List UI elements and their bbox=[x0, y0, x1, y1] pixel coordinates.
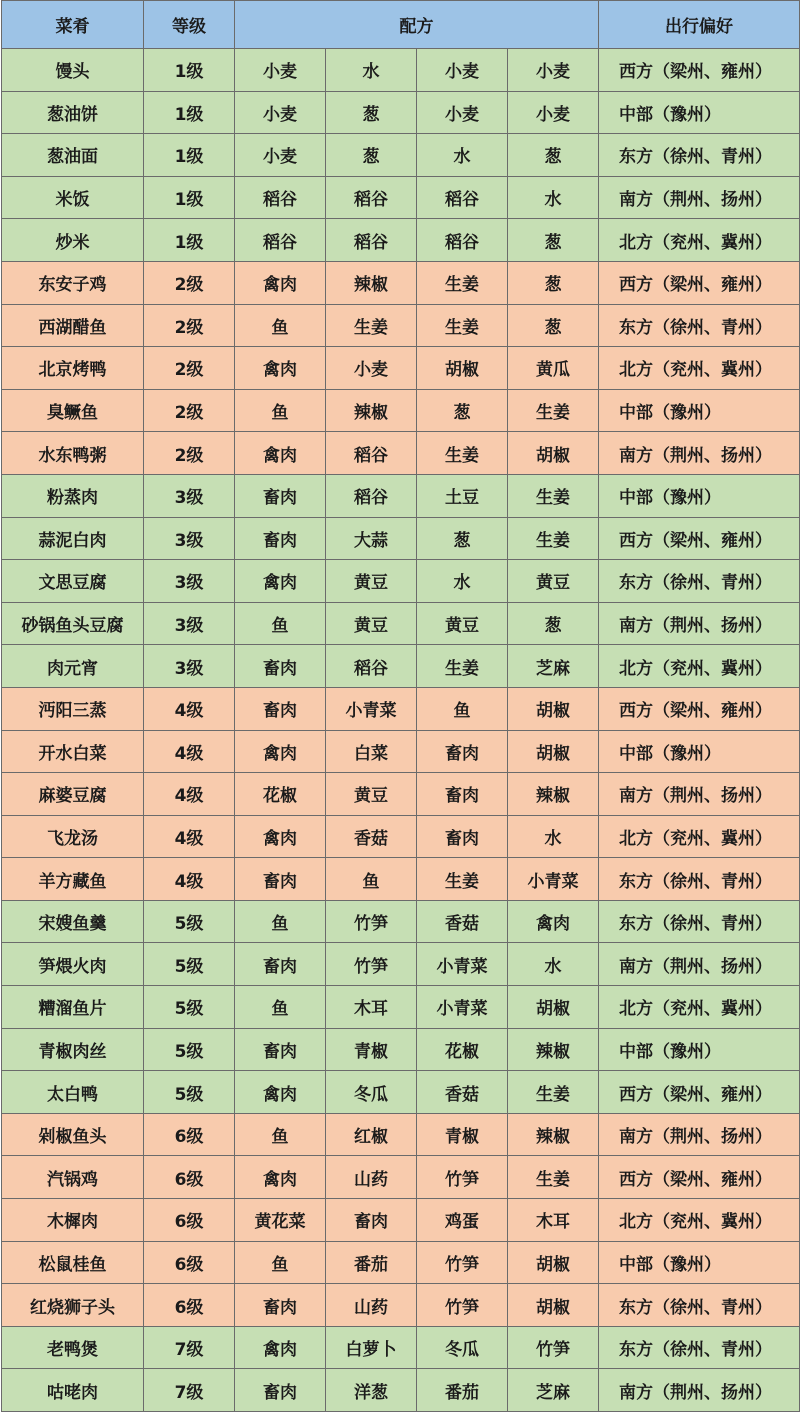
ingredient-cell: 畜肉 bbox=[417, 815, 508, 858]
dish-name-cell: 麻婆豆腐 bbox=[2, 773, 144, 816]
level-cell: 5级 bbox=[144, 943, 235, 986]
ingredient-cell: 稻谷 bbox=[326, 645, 417, 688]
ingredient-cell: 葱 bbox=[417, 389, 508, 432]
ingredient-cell: 白萝卜 bbox=[326, 1326, 417, 1369]
preference-cell: 南方（荆州、扬州） bbox=[599, 943, 800, 986]
ingredient-cell: 胡椒 bbox=[508, 1241, 599, 1284]
level-cell: 1级 bbox=[144, 176, 235, 219]
ingredient-cell: 生姜 bbox=[417, 858, 508, 901]
ingredient-cell: 畜肉 bbox=[235, 1284, 326, 1327]
header-preference: 出行偏好 bbox=[599, 1, 800, 49]
level-cell: 2级 bbox=[144, 347, 235, 390]
preference-cell: 中部（豫州） bbox=[599, 91, 800, 134]
ingredient-cell: 禽肉 bbox=[235, 347, 326, 390]
ingredient-cell: 辣椒 bbox=[508, 1113, 599, 1156]
ingredient-cell: 洋葱 bbox=[326, 1369, 417, 1412]
table-row bbox=[2, 1284, 800, 1327]
ingredient-cell: 小麦 bbox=[508, 91, 599, 134]
table-row bbox=[2, 602, 800, 645]
ingredient-cell: 小麦 bbox=[508, 49, 599, 92]
ingredient-cell: 辣椒 bbox=[508, 773, 599, 816]
ingredient-cell: 辣椒 bbox=[326, 261, 417, 304]
table-row bbox=[2, 858, 800, 901]
ingredient-cell: 畜肉 bbox=[326, 1199, 417, 1242]
level-cell: 5级 bbox=[144, 1028, 235, 1071]
ingredient-cell: 胡椒 bbox=[508, 730, 599, 773]
ingredient-cell: 胡椒 bbox=[508, 432, 599, 475]
level-cell: 2级 bbox=[144, 432, 235, 475]
ingredient-cell: 葱 bbox=[326, 134, 417, 177]
ingredient-cell: 土豆 bbox=[417, 474, 508, 517]
level-cell: 6级 bbox=[144, 1241, 235, 1284]
table-row bbox=[2, 730, 800, 773]
table-row bbox=[2, 432, 800, 475]
level-cell: 3级 bbox=[144, 602, 235, 645]
dish-name-cell: 水东鸭粥 bbox=[2, 432, 144, 475]
ingredient-cell: 木耳 bbox=[326, 986, 417, 1029]
ingredient-cell: 稻谷 bbox=[417, 176, 508, 219]
ingredient-cell: 胡椒 bbox=[417, 347, 508, 390]
dish-name-cell: 糟溜鱼片 bbox=[2, 986, 144, 1029]
level-cell: 3级 bbox=[144, 645, 235, 688]
level-cell: 1级 bbox=[144, 134, 235, 177]
ingredient-cell: 畜肉 bbox=[417, 730, 508, 773]
ingredient-cell: 葱 bbox=[508, 304, 599, 347]
dish-name-cell: 飞龙汤 bbox=[2, 815, 144, 858]
preference-cell: 南方（荆州、扬州） bbox=[599, 773, 800, 816]
table-row bbox=[2, 517, 800, 560]
dish-name-cell: 羊方藏鱼 bbox=[2, 858, 144, 901]
table-row bbox=[2, 91, 800, 134]
ingredient-cell: 生姜 bbox=[508, 1156, 599, 1199]
dish-name-cell: 臭鳜鱼 bbox=[2, 389, 144, 432]
ingredient-cell: 竹笋 bbox=[417, 1156, 508, 1199]
ingredient-cell: 青椒 bbox=[417, 1113, 508, 1156]
level-cell: 1级 bbox=[144, 91, 235, 134]
preference-cell: 东方（徐州、青州） bbox=[599, 134, 800, 177]
ingredient-cell: 水 bbox=[417, 560, 508, 603]
level-cell: 4级 bbox=[144, 773, 235, 816]
ingredient-cell: 稻谷 bbox=[326, 432, 417, 475]
ingredient-cell: 黄豆 bbox=[417, 602, 508, 645]
ingredient-cell: 禽肉 bbox=[508, 900, 599, 943]
ingredient-cell: 黄花菜 bbox=[235, 1199, 326, 1242]
ingredient-cell: 葱 bbox=[508, 261, 599, 304]
ingredient-cell: 畜肉 bbox=[417, 773, 508, 816]
table-row bbox=[2, 1326, 800, 1369]
ingredient-cell: 鱼 bbox=[235, 602, 326, 645]
preference-cell: 西方（梁州、雍州） bbox=[599, 261, 800, 304]
dish-name-cell: 剁椒鱼头 bbox=[2, 1113, 144, 1156]
ingredient-cell: 香菇 bbox=[417, 900, 508, 943]
ingredient-cell: 生姜 bbox=[417, 261, 508, 304]
dish-name-cell: 葱油饼 bbox=[2, 91, 144, 134]
level-cell: 6级 bbox=[144, 1156, 235, 1199]
ingredient-cell: 稻谷 bbox=[235, 176, 326, 219]
table-row bbox=[2, 687, 800, 730]
table-row bbox=[2, 347, 800, 390]
ingredient-cell: 禽肉 bbox=[235, 815, 326, 858]
ingredient-cell: 葱 bbox=[417, 517, 508, 560]
ingredient-cell: 小麦 bbox=[417, 49, 508, 92]
ingredient-cell: 花椒 bbox=[235, 773, 326, 816]
level-cell: 5级 bbox=[144, 1071, 235, 1114]
ingredient-cell: 生姜 bbox=[508, 389, 599, 432]
ingredient-cell: 香菇 bbox=[326, 815, 417, 858]
ingredient-cell: 青椒 bbox=[326, 1028, 417, 1071]
preference-cell: 北方（兖州、冀州） bbox=[599, 645, 800, 688]
ingredient-cell: 水 bbox=[508, 943, 599, 986]
dish-name-cell: 东安子鸡 bbox=[2, 261, 144, 304]
ingredient-cell: 禽肉 bbox=[235, 730, 326, 773]
ingredient-cell: 鱼 bbox=[326, 858, 417, 901]
ingredient-cell: 鱼 bbox=[235, 304, 326, 347]
ingredient-cell: 稻谷 bbox=[326, 219, 417, 262]
level-cell: 4级 bbox=[144, 815, 235, 858]
dish-name-cell: 红烧狮子头 bbox=[2, 1284, 144, 1327]
ingredient-cell: 生姜 bbox=[417, 432, 508, 475]
preference-cell: 中部（豫州） bbox=[599, 1241, 800, 1284]
preference-cell: 中部（豫州） bbox=[599, 1028, 800, 1071]
dish-name-cell: 文思豆腐 bbox=[2, 560, 144, 603]
table-body bbox=[2, 49, 800, 1412]
ingredient-cell: 禽肉 bbox=[235, 1071, 326, 1114]
ingredient-cell: 生姜 bbox=[508, 1071, 599, 1114]
ingredient-cell: 鱼 bbox=[235, 900, 326, 943]
table-row bbox=[2, 134, 800, 177]
preference-cell: 北方（兖州、冀州） bbox=[599, 815, 800, 858]
dish-name-cell: 汽锅鸡 bbox=[2, 1156, 144, 1199]
table-row bbox=[2, 1369, 800, 1412]
preference-cell: 西方（梁州、雍州） bbox=[599, 1156, 800, 1199]
ingredient-cell: 禽肉 bbox=[235, 432, 326, 475]
ingredient-cell: 小青菜 bbox=[326, 687, 417, 730]
preference-cell: 南方（荆州、扬州） bbox=[599, 1369, 800, 1412]
ingredient-cell: 水 bbox=[508, 815, 599, 858]
level-cell: 2级 bbox=[144, 261, 235, 304]
ingredient-cell: 葱 bbox=[508, 219, 599, 262]
preference-cell: 东方（徐州、青州） bbox=[599, 1326, 800, 1369]
ingredient-cell: 黄豆 bbox=[326, 773, 417, 816]
dish-name-cell: 沔阳三蒸 bbox=[2, 687, 144, 730]
preference-cell: 西方（梁州、雍州） bbox=[599, 517, 800, 560]
ingredient-cell: 水 bbox=[508, 176, 599, 219]
ingredient-cell: 番茄 bbox=[326, 1241, 417, 1284]
dish-name-cell: 蒜泥白肉 bbox=[2, 517, 144, 560]
preference-cell: 西方（梁州、雍州） bbox=[599, 1071, 800, 1114]
ingredient-cell: 畜肉 bbox=[235, 645, 326, 688]
header-row bbox=[2, 1, 800, 49]
ingredient-cell: 水 bbox=[326, 49, 417, 92]
ingredient-cell: 芝麻 bbox=[508, 1369, 599, 1412]
ingredient-cell: 稻谷 bbox=[326, 176, 417, 219]
level-cell: 6级 bbox=[144, 1199, 235, 1242]
preference-cell: 南方（荆州、扬州） bbox=[599, 602, 800, 645]
ingredient-cell: 生姜 bbox=[417, 304, 508, 347]
level-cell: 4级 bbox=[144, 858, 235, 901]
ingredient-cell: 竹笋 bbox=[326, 943, 417, 986]
ingredient-cell: 小麦 bbox=[235, 134, 326, 177]
header-dish: 菜肴 bbox=[2, 1, 144, 49]
ingredient-cell: 小麦 bbox=[417, 91, 508, 134]
preference-cell: 中部（豫州） bbox=[599, 389, 800, 432]
level-cell: 7级 bbox=[144, 1326, 235, 1369]
level-cell: 7级 bbox=[144, 1369, 235, 1412]
ingredient-cell: 山药 bbox=[326, 1156, 417, 1199]
header-recipe: 配方 bbox=[235, 1, 599, 49]
ingredient-cell: 鱼 bbox=[417, 687, 508, 730]
ingredient-cell: 胡椒 bbox=[508, 986, 599, 1029]
preference-cell: 南方（荆州、扬州） bbox=[599, 432, 800, 475]
ingredient-cell: 畜肉 bbox=[235, 858, 326, 901]
table-row bbox=[2, 1028, 800, 1071]
table-row bbox=[2, 773, 800, 816]
ingredient-cell: 畜肉 bbox=[235, 1369, 326, 1412]
ingredient-cell: 香菇 bbox=[417, 1071, 508, 1114]
table-row bbox=[2, 1199, 800, 1242]
recipe-table bbox=[1, 0, 800, 1412]
ingredient-cell: 小麦 bbox=[326, 347, 417, 390]
dish-name-cell: 太白鸭 bbox=[2, 1071, 144, 1114]
dish-name-cell: 馒头 bbox=[2, 49, 144, 92]
table-row bbox=[2, 1071, 800, 1114]
level-cell: 2级 bbox=[144, 389, 235, 432]
ingredient-cell: 禽肉 bbox=[235, 261, 326, 304]
ingredient-cell: 胡椒 bbox=[508, 1284, 599, 1327]
ingredient-cell: 水 bbox=[417, 134, 508, 177]
ingredient-cell: 大蒜 bbox=[326, 517, 417, 560]
level-cell: 6级 bbox=[144, 1113, 235, 1156]
ingredient-cell: 生姜 bbox=[508, 474, 599, 517]
dish-name-cell: 北京烤鸭 bbox=[2, 347, 144, 390]
table-row bbox=[2, 219, 800, 262]
ingredient-cell: 竹笋 bbox=[417, 1284, 508, 1327]
level-cell: 2级 bbox=[144, 304, 235, 347]
ingredient-cell: 生姜 bbox=[326, 304, 417, 347]
preference-cell: 西方（梁州、雍州） bbox=[599, 49, 800, 92]
dish-name-cell: 笋煨火肉 bbox=[2, 943, 144, 986]
table-row bbox=[2, 1241, 800, 1284]
ingredient-cell: 稻谷 bbox=[417, 219, 508, 262]
ingredient-cell: 生姜 bbox=[417, 645, 508, 688]
ingredient-cell: 小青菜 bbox=[417, 986, 508, 1029]
ingredient-cell: 鱼 bbox=[235, 1113, 326, 1156]
dish-name-cell: 西湖醋鱼 bbox=[2, 304, 144, 347]
table-row bbox=[2, 261, 800, 304]
ingredient-cell: 红椒 bbox=[326, 1113, 417, 1156]
ingredient-cell: 竹笋 bbox=[508, 1326, 599, 1369]
ingredient-cell: 畜肉 bbox=[235, 474, 326, 517]
dish-name-cell: 老鸭煲 bbox=[2, 1326, 144, 1369]
table-row bbox=[2, 943, 800, 986]
table-row bbox=[2, 49, 800, 92]
preference-cell: 东方（徐州、青州） bbox=[599, 560, 800, 603]
ingredient-cell: 胡椒 bbox=[508, 687, 599, 730]
table-row bbox=[2, 560, 800, 603]
level-cell: 3级 bbox=[144, 474, 235, 517]
preference-cell: 中部（豫州） bbox=[599, 474, 800, 517]
level-cell: 1级 bbox=[144, 49, 235, 92]
level-cell: 4级 bbox=[144, 687, 235, 730]
ingredient-cell: 木耳 bbox=[508, 1199, 599, 1242]
ingredient-cell: 花椒 bbox=[417, 1028, 508, 1071]
ingredient-cell: 辣椒 bbox=[326, 389, 417, 432]
dish-name-cell: 青椒肉丝 bbox=[2, 1028, 144, 1071]
preference-cell: 东方（徐州、青州） bbox=[599, 1284, 800, 1327]
preference-cell: 北方（兖州、冀州） bbox=[599, 347, 800, 390]
dish-name-cell: 咕咾肉 bbox=[2, 1369, 144, 1412]
preference-cell: 西方（梁州、雍州） bbox=[599, 687, 800, 730]
ingredient-cell: 黄豆 bbox=[326, 560, 417, 603]
preference-cell: 南方（荆州、扬州） bbox=[599, 176, 800, 219]
table-row bbox=[2, 474, 800, 517]
dish-name-cell: 米饭 bbox=[2, 176, 144, 219]
ingredient-cell: 畜肉 bbox=[235, 943, 326, 986]
ingredient-cell: 芝麻 bbox=[508, 645, 599, 688]
ingredient-cell: 禽肉 bbox=[235, 1156, 326, 1199]
ingredient-cell: 小麦 bbox=[235, 91, 326, 134]
table-row bbox=[2, 645, 800, 688]
ingredient-cell: 葱 bbox=[508, 134, 599, 177]
preference-cell: 北方（兖州、冀州） bbox=[599, 219, 800, 262]
ingredient-cell: 冬瓜 bbox=[417, 1326, 508, 1369]
dish-name-cell: 葱油面 bbox=[2, 134, 144, 177]
ingredient-cell: 畜肉 bbox=[235, 517, 326, 560]
ingredient-cell: 禽肉 bbox=[235, 1326, 326, 1369]
dish-name-cell: 炒米 bbox=[2, 219, 144, 262]
table-row bbox=[2, 1113, 800, 1156]
dish-name-cell: 木樨肉 bbox=[2, 1199, 144, 1242]
table-row bbox=[2, 900, 800, 943]
table-row bbox=[2, 986, 800, 1029]
level-cell: 3级 bbox=[144, 560, 235, 603]
table-row bbox=[2, 815, 800, 858]
header-level: 等级 bbox=[144, 1, 235, 49]
dish-name-cell: 砂锅鱼头豆腐 bbox=[2, 602, 144, 645]
table-row bbox=[2, 1156, 800, 1199]
ingredient-cell: 白菜 bbox=[326, 730, 417, 773]
ingredient-cell: 小麦 bbox=[235, 49, 326, 92]
ingredient-cell: 冬瓜 bbox=[326, 1071, 417, 1114]
ingredient-cell: 禽肉 bbox=[235, 560, 326, 603]
ingredient-cell: 鸡蛋 bbox=[417, 1199, 508, 1242]
ingredient-cell: 鱼 bbox=[235, 986, 326, 1029]
dish-name-cell: 宋嫂鱼羹 bbox=[2, 900, 144, 943]
ingredient-cell: 生姜 bbox=[508, 517, 599, 560]
level-cell: 5级 bbox=[144, 986, 235, 1029]
ingredient-cell: 畜肉 bbox=[235, 1028, 326, 1071]
ingredient-cell: 黄豆 bbox=[508, 560, 599, 603]
preference-cell: 南方（荆州、扬州） bbox=[599, 1113, 800, 1156]
dish-name-cell: 松鼠桂鱼 bbox=[2, 1241, 144, 1284]
dish-name-cell: 粉蒸肉 bbox=[2, 474, 144, 517]
ingredient-cell: 稻谷 bbox=[235, 219, 326, 262]
ingredient-cell: 山药 bbox=[326, 1284, 417, 1327]
level-cell: 1级 bbox=[144, 219, 235, 262]
ingredient-cell: 鱼 bbox=[235, 389, 326, 432]
level-cell: 4级 bbox=[144, 730, 235, 773]
ingredient-cell: 黄豆 bbox=[326, 602, 417, 645]
level-cell: 6级 bbox=[144, 1284, 235, 1327]
dish-name-cell: 肉元宵 bbox=[2, 645, 144, 688]
dish-name-cell: 开水白菜 bbox=[2, 730, 144, 773]
ingredient-cell: 葱 bbox=[326, 91, 417, 134]
preference-cell: 中部（豫州） bbox=[599, 730, 800, 773]
ingredient-cell: 黄瓜 bbox=[508, 347, 599, 390]
ingredient-cell: 葱 bbox=[508, 602, 599, 645]
ingredient-cell: 竹笋 bbox=[326, 900, 417, 943]
ingredient-cell: 小青菜 bbox=[417, 943, 508, 986]
preference-cell: 东方（徐州、青州） bbox=[599, 304, 800, 347]
preference-cell: 东方（徐州、青州） bbox=[599, 900, 800, 943]
ingredient-cell: 番茄 bbox=[417, 1369, 508, 1412]
ingredient-cell: 稻谷 bbox=[326, 474, 417, 517]
ingredient-cell: 鱼 bbox=[235, 1241, 326, 1284]
ingredient-cell: 小青菜 bbox=[508, 858, 599, 901]
table-row bbox=[2, 304, 800, 347]
ingredient-cell: 辣椒 bbox=[508, 1028, 599, 1071]
table-row bbox=[2, 176, 800, 219]
table-row bbox=[2, 389, 800, 432]
preference-cell: 北方（兖州、冀州） bbox=[599, 986, 800, 1029]
ingredient-cell: 畜肉 bbox=[235, 687, 326, 730]
preference-cell: 东方（徐州、青州） bbox=[599, 858, 800, 901]
preference-cell: 北方（兖州、冀州） bbox=[599, 1199, 800, 1242]
level-cell: 5级 bbox=[144, 900, 235, 943]
level-cell: 3级 bbox=[144, 517, 235, 560]
ingredient-cell: 竹笋 bbox=[417, 1241, 508, 1284]
